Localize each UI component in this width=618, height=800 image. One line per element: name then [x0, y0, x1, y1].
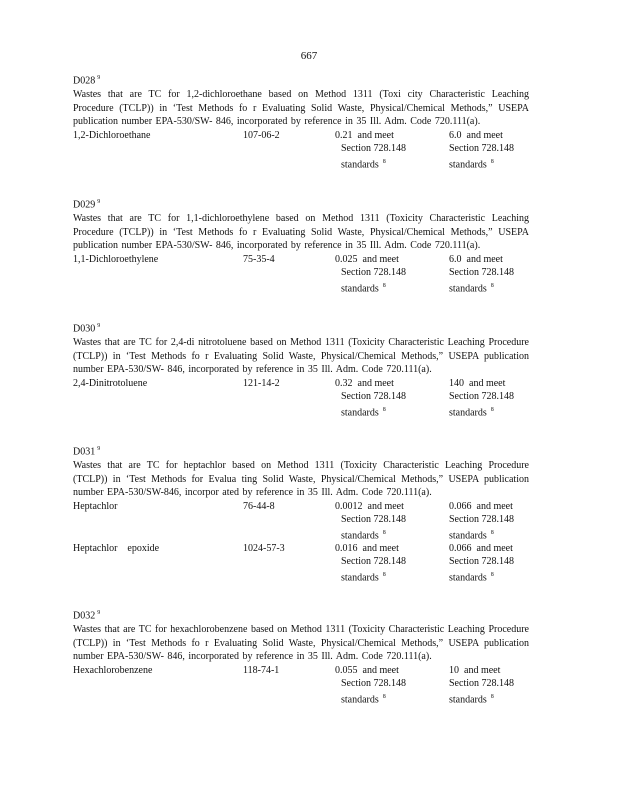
- concentration-cell: 0.055 and meet Section 728.148 standards $^8$: [335, 664, 406, 706]
- concentration-cell: 0.32 and meet Section 728.148 standards $^8$: [335, 377, 406, 419]
- constituent-row: [73, 500, 529, 542]
- constituent-name: 1,2-Dichloroethane: [73, 129, 151, 141]
- waste-section-d030: [73, 320, 529, 419]
- standard-cell: 10 and meet Section 728.148 standards $^8$: [449, 664, 514, 706]
- concentration-cell: 0.025 and meet Section 728.148 standards $^8$: [335, 253, 406, 295]
- cas-number: 107-06-2: [243, 129, 280, 141]
- standard-cell: 0.066 and meet Section 728.148 standards $^8$: [449, 542, 514, 584]
- waste-section-d032: [73, 607, 529, 706]
- waste-code: D031 $^9$: [73, 446, 101, 458]
- cas-number: 1024-57-3: [243, 542, 285, 554]
- constituent-name: 1,1-Dichloroethylene: [73, 253, 159, 265]
- waste-description: Wastes that are TC for 1,1-dichloroethylene based on Method 1311 (Toxicity Characteristic Leaching Procedure (TCLP)) in ‘Test Methods fo r Evaluating Solid Waste, Physical/Chemical Methods,” USEPA publication number EPA-530/SW- 846, incorporated by reference in 35 Ill. Adm. Code 720.111(a).: [73, 212, 529, 252]
- cas-number: 121-14-2: [243, 377, 280, 389]
- waste-description: Wastes that are TC for 1,2-dichloroethane based on Method 1311 (Toxi city Characteristic Leaching Procedure (TCLP)) in ‘Test Methods fo r Evaluating Solid Waste, Physical/Chemical Methods,” USEPA publication number EPA-530/SW- 846, incorporated by reference in 35 Ill. Adm. Code 720.111(a).: [73, 88, 529, 128]
- standard-cell: 0.066 and meet Section 728.148 standards $^8$: [449, 500, 514, 542]
- constituent-row: [73, 129, 529, 171]
- standard-cell: 6.0 and meet Section 728.148 standards $^8$: [449, 253, 514, 295]
- constituent-row: [73, 542, 529, 584]
- constituent-row: [73, 664, 529, 706]
- constituent-row: [73, 253, 529, 295]
- constituent-name: Heptachlor: [73, 500, 118, 512]
- concentration-cell: 0.0012 and meet Section 728.148 standards $^8$: [335, 500, 406, 542]
- concentration-cell: 0.016 and meet Section 728.148 standards $^8$: [335, 542, 406, 584]
- constituent-name: Hexachlorobenzene: [73, 664, 153, 676]
- waste-description: Wastes that are TC for hexachlorobenzene based on Method 1311 (Toxicity Characteristic Leaching Procedure (TCLP)) in ‘Test Methods fo r Evaluating Solid Waste, Physical/Chemical Methods,” USEPA publication number EPA-530/SW- 846, incorporated by reference in 35 Ill. Adm. Code 720.111(a).: [73, 623, 529, 663]
- cas-number: 76-44-8: [243, 500, 275, 512]
- waste-description: Wastes that are TC for 2,4-di nitrotoluene based on Method 1311 (Toxicity Characteristic Leaching Procedure (TCLP)) in ‘Test Methods fo r Evaluating Solid Waste, Physical/Chemical Methods,” USEPA publication number EPA-530/SW- 846, incorporated by reference in 35 Ill. Adm. Code 720.111(a).: [73, 336, 529, 376]
- page-number: 667: [300, 50, 318, 62]
- waste-code: D032 $^9$: [73, 610, 101, 622]
- concentration-cell: 0.21 and meet Section 728.148 standards $^8$: [335, 129, 406, 171]
- constituent-name: Heptachlor epoxide: [73, 542, 160, 554]
- standard-cell: 6.0 and meet Section 728.148 standards $^8$: [449, 129, 514, 171]
- cas-number: 75-35-4: [243, 253, 275, 265]
- waste-section-d028: [73, 72, 529, 171]
- waste-section-d029: [73, 196, 529, 295]
- waste-code: D028 $^9$: [73, 75, 101, 87]
- cas-number: 118-74-1: [243, 664, 280, 676]
- constituent-name: 2,4-Dinitrotoluene: [73, 377, 148, 389]
- waste-description: Wastes that are TC for heptachlor based on Method 1311 (Toxicity Characteristic Leaching Procedure (TCLP)) in ‘Test Methods for Evalua ting Solid Waste, Physical/Chemical Methods,” USEPA publication number EPA-530/SW-846, incorpor ated by reference in 35 Ill. Adm. Code 720.111(a).: [73, 459, 529, 499]
- waste-code: D029 $^9$: [73, 199, 101, 211]
- waste-code: D030 $^9$: [73, 323, 101, 335]
- waste-section-d031: [73, 443, 529, 584]
- constituent-row: [73, 377, 529, 419]
- standard-cell: 140 and meet Section 728.148 standards $^8$: [449, 377, 514, 419]
